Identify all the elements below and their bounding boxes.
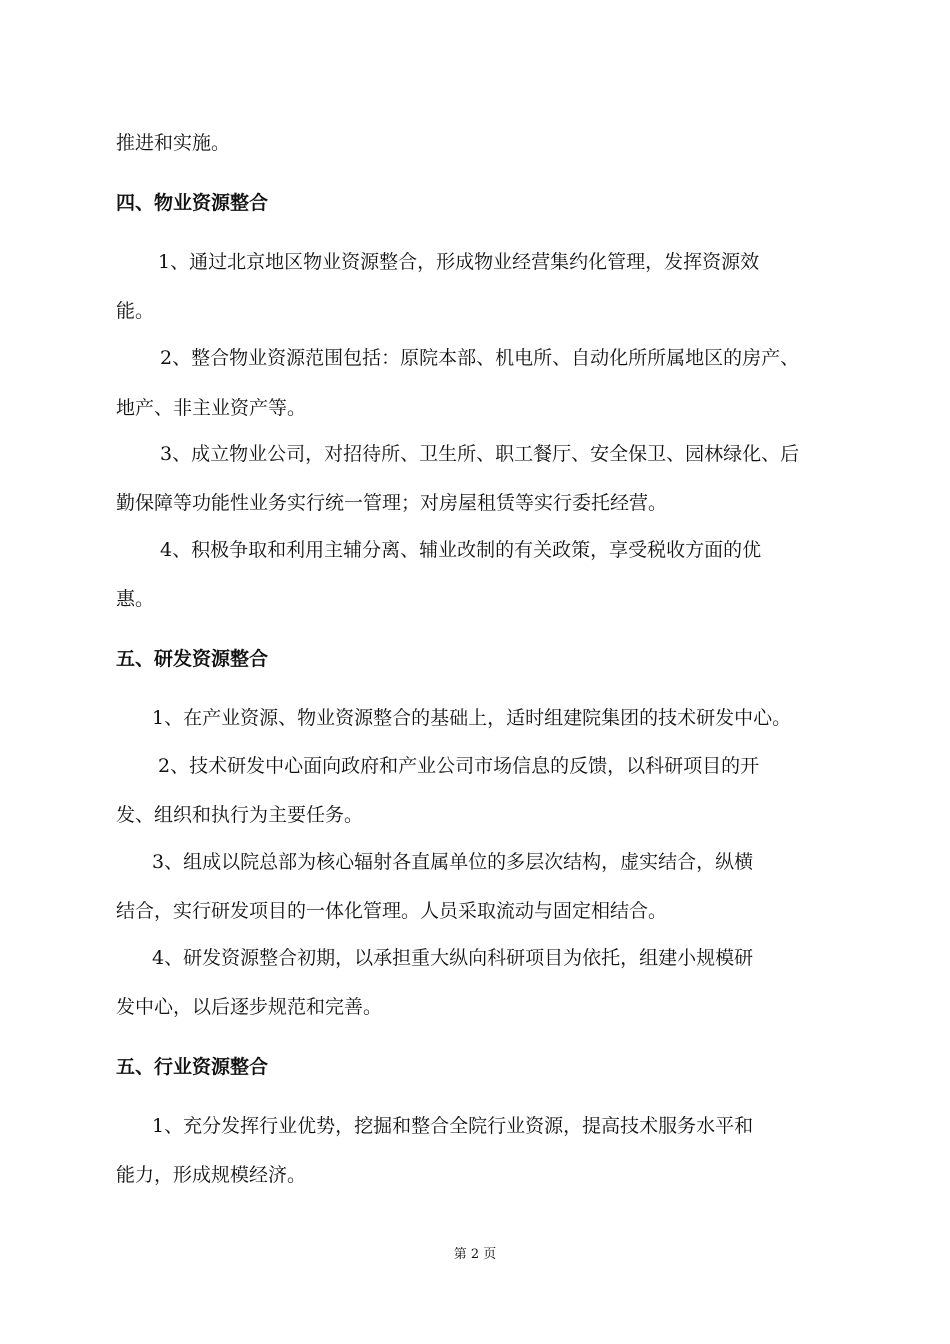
paragraph-line: 能力，形成规模经济。 bbox=[116, 1164, 307, 1186]
page-number-footer: 第 2 页 bbox=[453, 1247, 497, 1262]
intro-line: 推进和实施。 bbox=[116, 132, 231, 154]
paragraph-line: 4、研发资源整合初期，以承担重大纵向科研项目为依托，组建小规模研 bbox=[152, 947, 754, 969]
paragraph-line: 3、组成以院总部为核心辐射各直属单位的多层次结构，虚实结合，纵横 bbox=[152, 851, 754, 873]
paragraph-line: 1、通过北京地区物业资源整合，形成物业经营集约化管理，发挥资源效 bbox=[158, 251, 760, 273]
paragraph-line: 勤保障等功能性业务实行统一管理；对房屋租赁等实行委托经营。 bbox=[116, 492, 668, 514]
paragraph-line: 惠。 bbox=[116, 588, 155, 610]
paragraph-line: 1、在产业资源、物业资源整合的基础上，适时组建院集团的技术研发中心。 bbox=[152, 707, 792, 729]
paragraph-line: 2、技术研发中心面向政府和产业公司市场信息的反馈，以科研项目的开 bbox=[158, 755, 760, 777]
section-heading-industry: 五、行业资源整合 bbox=[116, 1056, 269, 1078]
paragraph-line: 1、充分发挥行业优势，挖掘和整合全院行业资源，提高技术服务水平和 bbox=[152, 1115, 754, 1137]
paragraph-line: 4、积极争取和利用主辅分离、辅业改制的有关政策，享受税收方面的优 bbox=[160, 539, 762, 561]
paragraph-line: 3、成立物业公司，对招待所、卫生所、职工餐厅、安全保卫、园林绿化、后 bbox=[160, 443, 800, 465]
paragraph-line: 结合，实行研发项目的一体化管理。人员采取流动与固定相结合。 bbox=[116, 900, 668, 922]
paragraph-line: 发中心，以后逐步规范和完善。 bbox=[116, 996, 383, 1018]
section-heading-property: 四、物业资源整合 bbox=[116, 192, 269, 214]
paragraph-line: 发、组织和执行为主要任务。 bbox=[116, 804, 364, 826]
paragraph-line: 地产、非主业资产等。 bbox=[116, 397, 307, 419]
section-heading-rnd: 五、研发资源整合 bbox=[116, 648, 269, 670]
paragraph-line: 2、整合物业资源范围包括：原院本部、机电所、自动化所所属地区的房产、 bbox=[160, 347, 800, 369]
paragraph-line: 能。 bbox=[116, 300, 155, 322]
